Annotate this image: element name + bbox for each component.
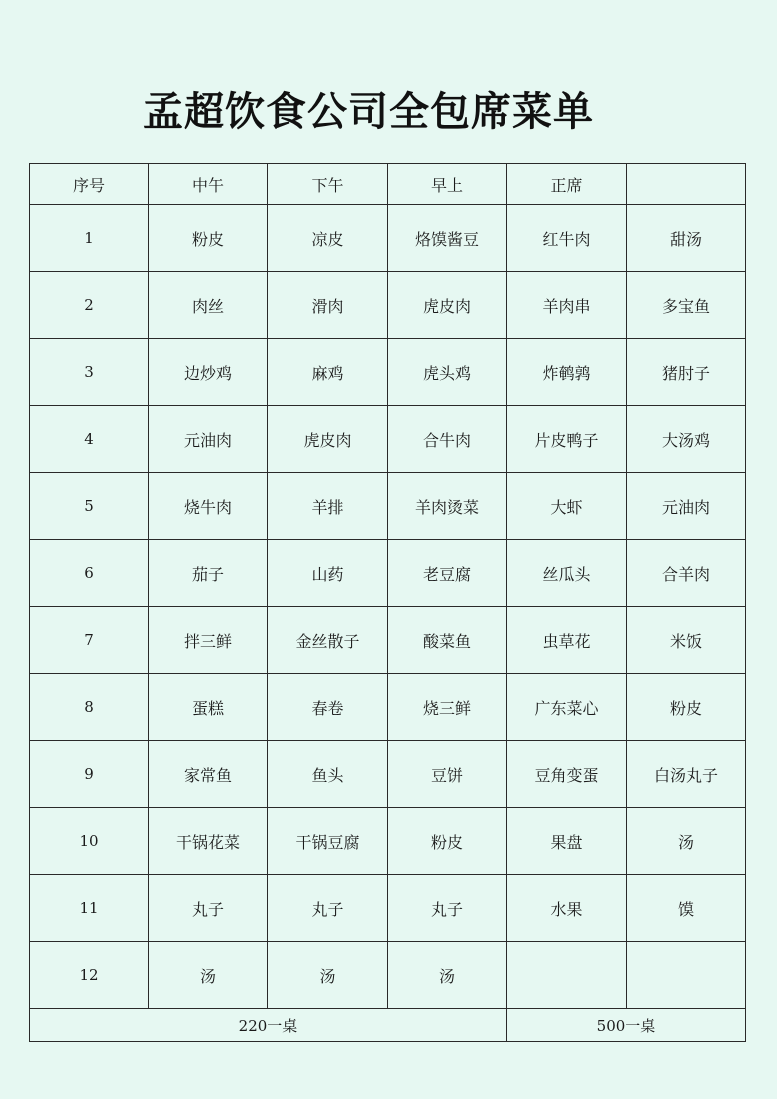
table-row	[30, 808, 746, 875]
dish-cell: 家常鱼	[149, 741, 268, 808]
header-extra	[627, 164, 746, 205]
dish-cell: 汤	[388, 942, 507, 1009]
dish-cell: 炸鹌鹑	[507, 339, 627, 406]
dish-cell: 汤	[627, 808, 746, 875]
dish-cell: 酸菜鱼	[388, 607, 507, 674]
dish-cell: 羊肉烫菜	[388, 473, 507, 540]
row-number: 10	[30, 808, 149, 875]
table-row	[30, 406, 746, 473]
page-title: 孟超饮食公司全包席菜单	[143, 88, 594, 135]
row-number: 11	[30, 875, 149, 942]
dish-cell: 凉皮	[268, 205, 388, 272]
dish-cell: 干锅豆腐	[268, 808, 388, 875]
table-row	[30, 205, 746, 272]
dish-cell: 羊排	[268, 473, 388, 540]
dish-cell: 虎皮肉	[268, 406, 388, 473]
dish-cell: 金丝散子	[268, 607, 388, 674]
price-standard: 220一桌	[30, 1009, 507, 1042]
header-morning: 早上	[388, 164, 507, 205]
price-premium: 500一桌	[507, 1009, 746, 1042]
dish-cell: 元油肉	[149, 406, 268, 473]
dish-cell: 拌三鲜	[149, 607, 268, 674]
table-row	[30, 339, 746, 406]
dish-cell: 米饭	[627, 607, 746, 674]
table-row	[30, 272, 746, 339]
row-number: 6	[30, 540, 149, 607]
dish-cell: 甜汤	[627, 205, 746, 272]
table-row	[30, 674, 746, 741]
dish-cell: 粉皮	[388, 808, 507, 875]
dish-cell: 丸子	[268, 875, 388, 942]
dish-cell: 羊肉串	[507, 272, 627, 339]
dish-cell: 蛋糕	[149, 674, 268, 741]
table-row	[30, 473, 746, 540]
table-row	[30, 741, 746, 808]
header-number: 序号	[30, 164, 149, 205]
dish-cell	[627, 942, 746, 1009]
dish-cell: 广东菜心	[507, 674, 627, 741]
row-number: 3	[30, 339, 149, 406]
dish-cell: 大汤鸡	[627, 406, 746, 473]
dish-cell: 汤	[268, 942, 388, 1009]
dish-cell: 汤	[149, 942, 268, 1009]
dish-cell: 麻鸡	[268, 339, 388, 406]
dish-cell: 烧三鲜	[388, 674, 507, 741]
dish-cell: 虎头鸡	[388, 339, 507, 406]
dish-cell: 水果	[507, 875, 627, 942]
dish-cell: 合牛肉	[388, 406, 507, 473]
dish-cell: 元油肉	[627, 473, 746, 540]
menu-table	[29, 163, 746, 1042]
dish-cell: 烧牛肉	[149, 473, 268, 540]
row-number: 4	[30, 406, 149, 473]
dish-cell: 豆角变蛋	[507, 741, 627, 808]
price-row	[30, 1009, 746, 1042]
row-number: 2	[30, 272, 149, 339]
dish-cell: 大虾	[507, 473, 627, 540]
dish-cell: 虫草花	[507, 607, 627, 674]
row-number: 5	[30, 473, 149, 540]
dish-cell: 丝瓜头	[507, 540, 627, 607]
table-row	[30, 540, 746, 607]
dish-cell: 边炒鸡	[149, 339, 268, 406]
dish-cell: 馍	[627, 875, 746, 942]
table-row	[30, 942, 746, 1009]
dish-cell: 山药	[268, 540, 388, 607]
dish-cell: 豆饼	[388, 741, 507, 808]
dish-cell: 多宝鱼	[627, 272, 746, 339]
header-main-banquet: 正席	[507, 164, 627, 205]
dish-cell: 干锅花菜	[149, 808, 268, 875]
dish-cell: 虎皮肉	[388, 272, 507, 339]
dish-cell: 粉皮	[149, 205, 268, 272]
dish-cell: 粉皮	[627, 674, 746, 741]
dish-cell: 老豆腐	[388, 540, 507, 607]
dish-cell: 白汤丸子	[627, 741, 746, 808]
row-number: 8	[30, 674, 149, 741]
dish-cell: 茄子	[149, 540, 268, 607]
dish-cell: 肉丝	[149, 272, 268, 339]
row-number: 9	[30, 741, 149, 808]
header-noon: 中午	[149, 164, 268, 205]
header-row	[30, 164, 746, 205]
dish-cell: 果盘	[507, 808, 627, 875]
dish-cell: 鱼头	[268, 741, 388, 808]
dish-cell: 红牛肉	[507, 205, 627, 272]
header-afternoon: 下午	[268, 164, 388, 205]
row-number: 1	[30, 205, 149, 272]
dish-cell: 合羊肉	[627, 540, 746, 607]
table-row	[30, 875, 746, 942]
dish-cell: 滑肉	[268, 272, 388, 339]
dish-cell: 丸子	[149, 875, 268, 942]
row-number: 7	[30, 607, 149, 674]
dish-cell: 猪肘子	[627, 339, 746, 406]
dish-cell	[507, 942, 627, 1009]
dish-cell: 片皮鸭子	[507, 406, 627, 473]
dish-cell: 烙馍酱豆	[388, 205, 507, 272]
dish-cell: 春卷	[268, 674, 388, 741]
row-number: 12	[30, 942, 149, 1009]
table-row	[30, 607, 746, 674]
dish-cell: 丸子	[388, 875, 507, 942]
